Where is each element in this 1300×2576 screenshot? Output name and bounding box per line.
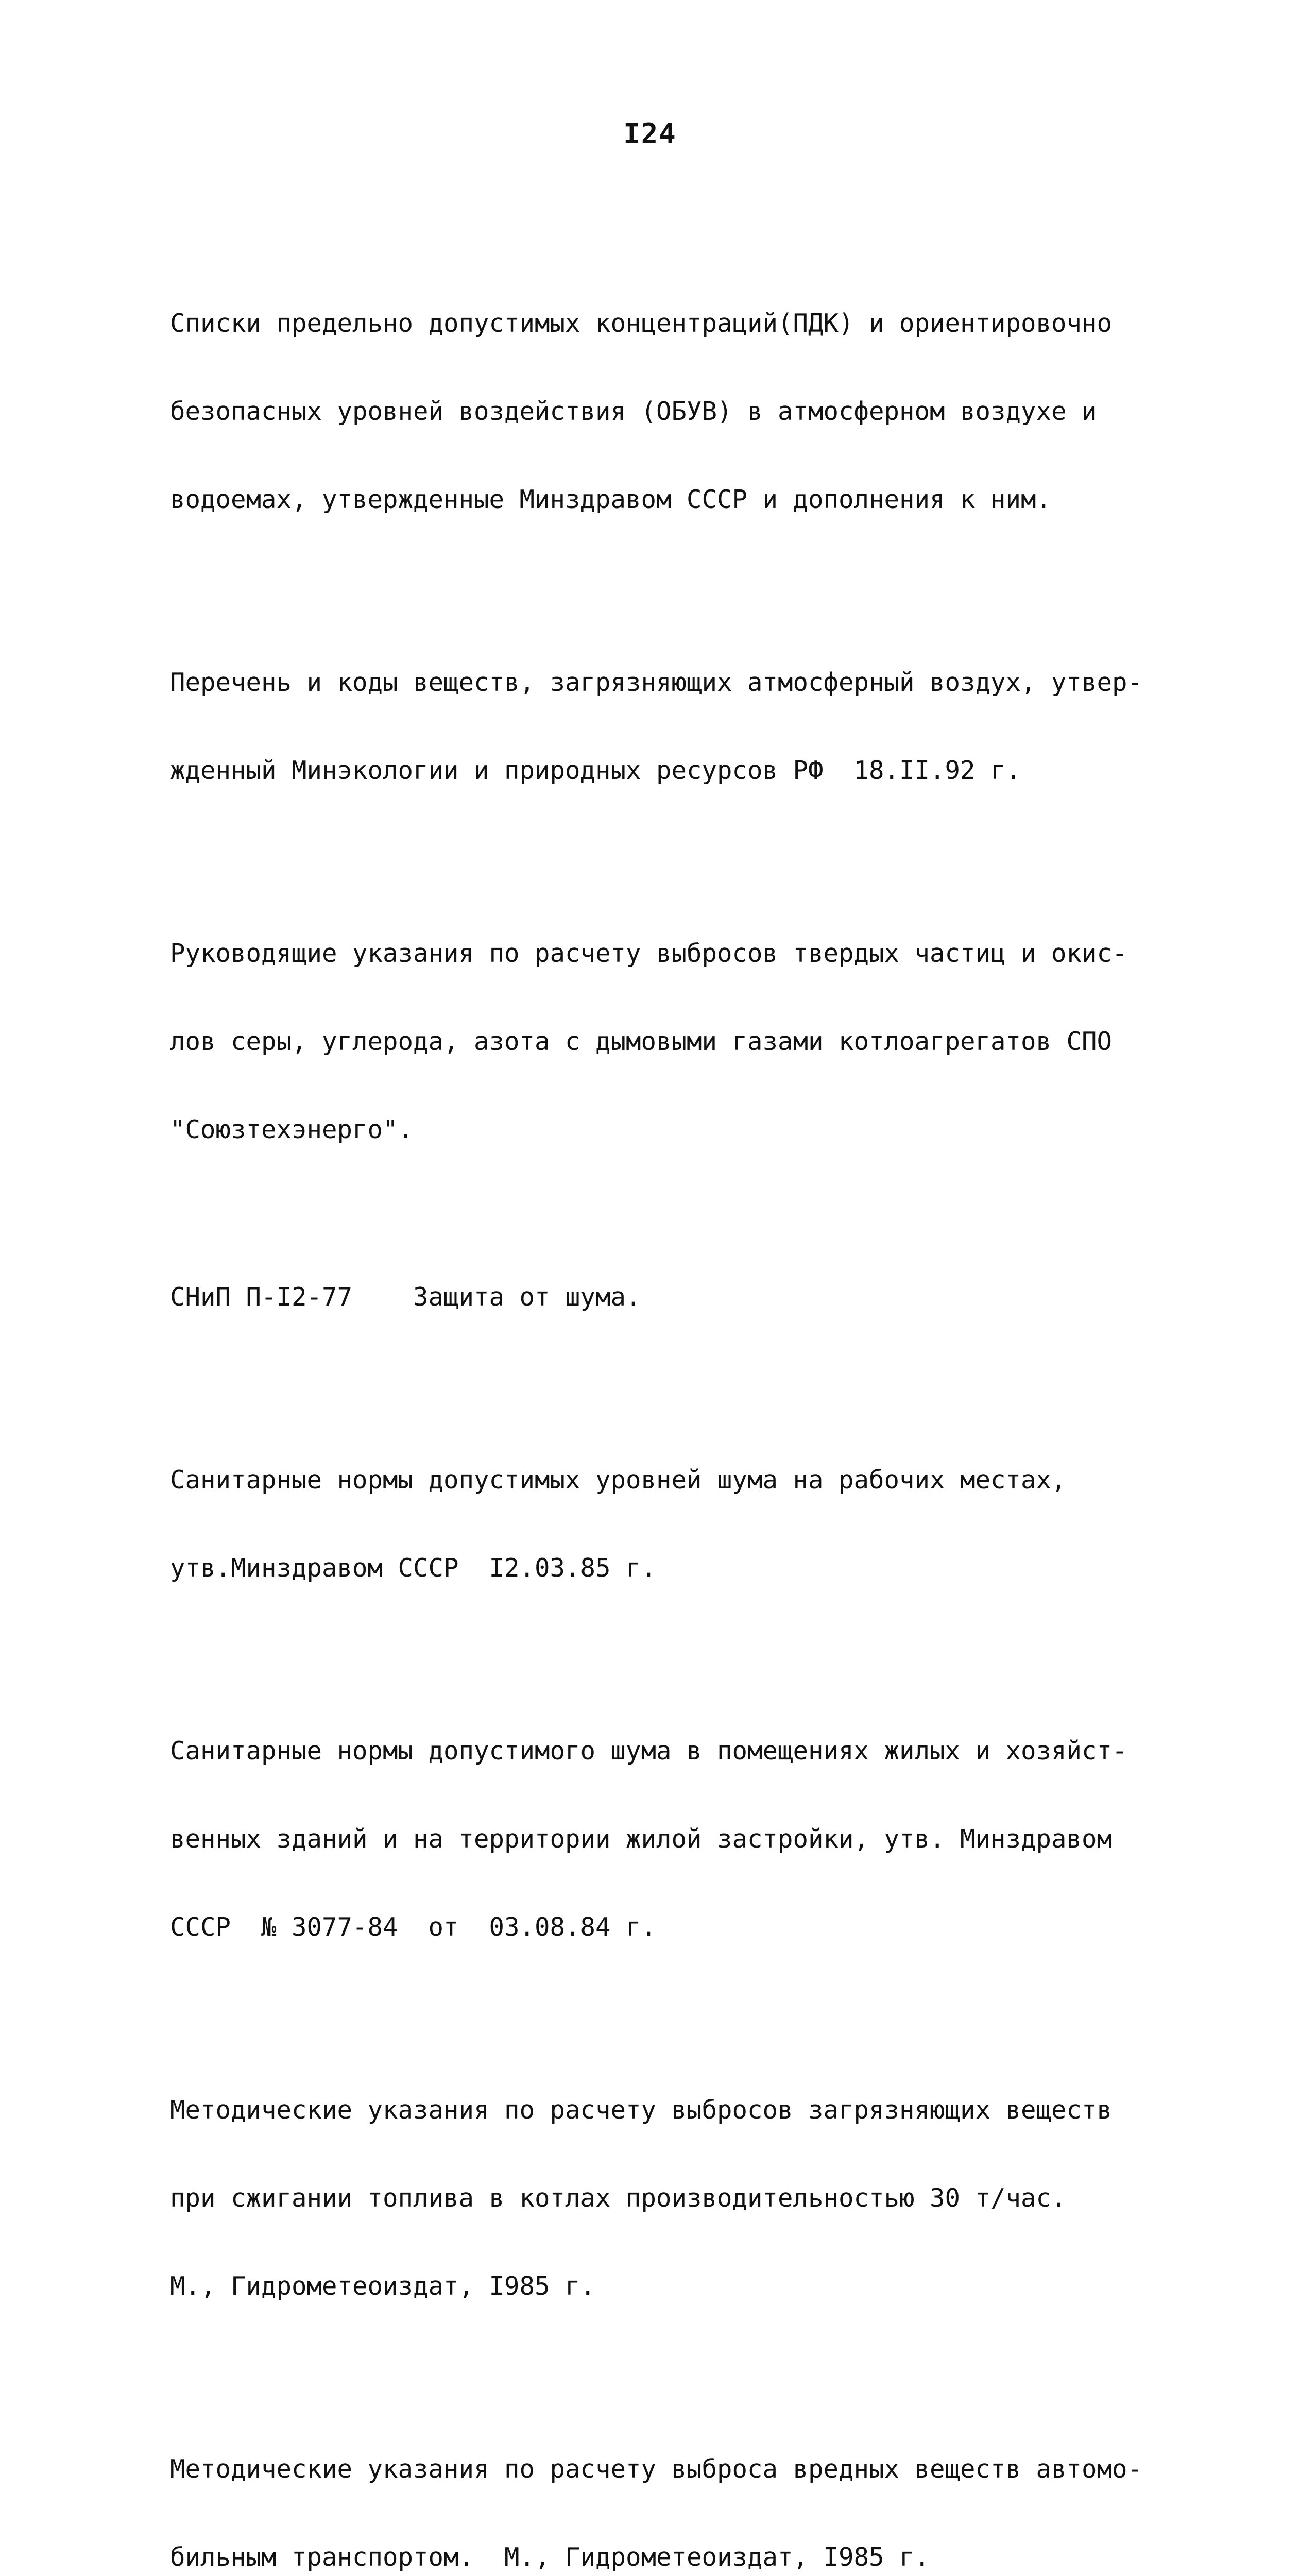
reference-line: безопасных уровней воздействия (ОБУВ) в атмосферном воздухе и (170, 397, 1097, 426)
reference-item (170, 609, 1223, 844)
reference-item (170, 1406, 1223, 1641)
reference-line: Перечень и коды веществ, загрязняющих атмосферный воздух, утвер- (170, 668, 1143, 697)
reference-line: лов серы, углерода, азота с дымовыми газами котлоагрегатов СПО (170, 1027, 1113, 1056)
reference-line: Санитарные нормы допустимого шума в помещениях жилых и хозяйст- (170, 1736, 1127, 1766)
reference-item (170, 2037, 1223, 2360)
reference-item (170, 250, 1223, 573)
reference-list (170, 250, 1223, 2576)
reference-line: бильным транспортом. М., Гидрометеоиздат, I985 г. (170, 2543, 930, 2572)
reference-line: СССР № 3077-84 от 03.08.84 г. (170, 1912, 657, 1942)
reference-line: водоемах, утвержденные Минздравом СССР и дополнения к ним. (170, 485, 1052, 514)
reference-item (170, 880, 1223, 1203)
reference-item (170, 2396, 1223, 2576)
reference-line: Методические указания по расчету выброса вредных веществ автомо- (170, 2454, 1143, 2484)
reference-line: Методические указания по расчету выбросов загрязняющих веществ (170, 2095, 1113, 2125)
reference-line: утв.Минздравом СССР I2.03.85 г. (170, 1553, 657, 1583)
reference-line: Списки предельно допустимых концентраций(ПДК) и ориентировочно (170, 309, 1113, 338)
reference-line: Руководящие указания по расчету выбросов твердых частиц и окис- (170, 939, 1127, 968)
reference-line: венных зданий и на территории жилой застройки, утв. Минздравом (170, 1824, 1113, 1854)
reference-item (170, 1677, 1223, 2001)
reference-line: жденный Минэкологии и природных ресурсов РФ 18.II.92 г. (170, 756, 1021, 785)
page-number: I24 (623, 117, 677, 150)
reference-line: "Союзтехэнерго". (170, 1115, 414, 1144)
reference-item (170, 1224, 1223, 1370)
reference-line: Санитарные нормы допустимых уровней шума на рабочих местах, (170, 1465, 1067, 1495)
reference-line: СНиП П-I2-77 Защита от шума. (170, 1282, 641, 1312)
reference-line: М., Гидрометеоиздат, I985 г. (170, 2272, 596, 2301)
reference-line: при сжигании топлива в котлах производительностью 30 т/час. (170, 2183, 1067, 2213)
